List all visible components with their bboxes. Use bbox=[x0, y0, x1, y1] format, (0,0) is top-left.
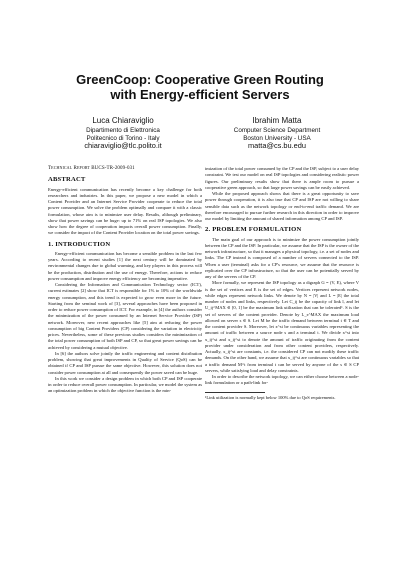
author-affiliation: Computer Science Department bbox=[233, 127, 321, 134]
footnote: ¹Link utilization is normally kept below 100% due to QoS requirements. bbox=[205, 394, 336, 400]
intro-paragraph: Considering the Information and Communication Technology sector (ICT), current estimates [2] show that ICT is responsible for 1% to 10% of the worldwide energy consumption, and this trend is expected to grow even more in the future. Starting from the seminal work of [3], several approaches have been proposed in order to reduce power consumption of ICT. For example, in [4] the authors consider the minimization of the power consumed by an Internet Service Provider (ISP) network. Moreover, new recent approaches like [5] aim at reducing the power consumption of big Content Providers (CP) considering the variation in electricity prices. Nevertheless, some of these previous studies considers the minimization of the total power consumption of both ISP and CP, so that great power savings can be achieved by considering a mutual objective. bbox=[48, 282, 202, 350]
body-paragraph: In order to describe the network topology, we can either choose between a node-link formulation or a path-link for- bbox=[205, 374, 359, 386]
intro-paragraph: In [6] the authors solve jointly the traffic engineering and content distribution problem, showing that great improvements in Quality of Service (QoS) can be obtained if CP and ISP pursue the same objective. However, this solution does not consider power consumption at all and consequently the power saved can be huge. bbox=[48, 350, 202, 375]
left-column bbox=[48, 166, 202, 395]
intro-paragraph: Energy-efficient communication has become a sensible problem in the last few years. According to recent studies [1] the next century will be dominated by environmental changes due to global warming, and key players in this process will be the production, distribution and the use of energy. Therefore, actions to reduce power consumption and improve energy efficiency are becoming imperative. bbox=[48, 250, 202, 281]
abstract-text: Energy-efficient communication has recently become a key challenge for both researchers and industries. In this paper, we propose a new model in which a Content Provider and an Internet Service Provider cooperate to reduce the total power consumption. We solve the problem optimally and compare it with a classic formulation, whose aim is to minimize user delay. Results, although preliminary, show that power savings can be huge: up to 71% on real ISP topologies. We also show how the degree of cooperation impacts overall power consumption. Finally, we consider the impact of the Content Provider location on the total power savings. bbox=[48, 186, 202, 236]
author-affiliation: Boston University - USA bbox=[243, 134, 311, 142]
abstract-heading: ABSTRACT bbox=[48, 176, 86, 184]
body-paragraph: More formally, we represent the ISP topology as a digraph G = (V, E), where V is the set of vertices and E is the set of edges. Vertices represent network nodes, while edges represent network links. We denote by N = |V| and L = |E| the total number of nodes and links, respectively. Let C_ij be the capacity of link l, and let U_ij^MAX ∈ [0, 1] be the maximum link utilization that can be tolerated¹. S is the set of servers of the content provider. Denote by L_s^MAX the maximum load allowed on server s ∈ S. Let M be the traffic demand between terminal t ∈ T and the content provider S. Moreover, let x^st be continuous variables representing the amount of traffic between a source node s and a terminal t. We divide x^st into x_ij^st and x_ij^st to denote the amount of traffic originating from the content provider under consideration and from other content providers, respectively. Actually, x_ij^st are constants, i.e. the considered CP can not modify these traffic demands. On the other hand, we assume that x_ij^st are continuous variables so that a traffic demand M^t from terminal t can be served by anyone of the s ∈ S CP servers, while satisfying load and delay constraints. bbox=[205, 280, 359, 373]
title-line-1: GreenCoop: Cooperative Green Routing bbox=[76, 72, 324, 87]
author-block-2 bbox=[202, 116, 352, 150]
intro-paragraph: In this work we consider a design problem in which both CP and ISP cooperate in order to reduce overall power consumption. In particular, we model the system as an optimization problem in which the objective function is the min- bbox=[48, 375, 202, 394]
author-email: matta@cs.bu.edu bbox=[247, 141, 307, 151]
paper-title bbox=[0, 72, 400, 102]
section-heading-introduction: 1. INTRODUCTION bbox=[48, 240, 111, 248]
author-block-1 bbox=[48, 116, 198, 150]
title-line-2: with Energy-efficient Servers bbox=[110, 87, 290, 102]
section-heading-problem-formulation: 2. PROBLEM FORMULATION bbox=[205, 226, 302, 234]
author-email: chiaraviglio@tlc.polito.it bbox=[84, 141, 162, 151]
author-name: Luca Chiaraviglio bbox=[92, 116, 154, 125]
right-column bbox=[205, 166, 359, 401]
author-affiliation: Politecnico di Torino - Italy bbox=[86, 134, 160, 142]
footnote-rule bbox=[205, 392, 265, 393]
body-paragraph: imization of the total power consumed by the CP and the ISP, subject to a user delay constraint. We test our model on real ISP topologies and considering realistic power figures. Our preliminary results show that there is ample room to pursue a cooperative green approach, so that large power savings can be easily achieved. bbox=[205, 166, 359, 190]
author-affiliation: Dipartimento di Elettronica bbox=[86, 127, 160, 134]
body-paragraph: While the proposed approach shows that there is a great opportunity to save power through cooperation, it is also true that CP and ISP are not willing to share sensible data such as the network topology or end-to-end traffic demand. We are therefore encouraged to pursue further research in this direction in order to improve our model by limiting the amount of shared information among CP and ISP. bbox=[205, 191, 359, 221]
body-paragraph: The main goal of our approach is to minimize the power consumption jointly between the CP and the ISP. In particular, we assume that the ISP is the owner of the network infrastructure, so that it manages a physical topology, i.e. a set of nodes and links. The CP instead is composed of a number of servers connected to the ISP. When a user (terminal) asks for a CP's resource, we assume that the resource is replicated over the CP infrastructure, so that the user can be potentially served by any of the servers of the CP. bbox=[205, 236, 359, 279]
report-number: Technical Report BUCS-TR-2009-031 bbox=[48, 166, 135, 171]
author-name: Ibrahim Matta bbox=[252, 116, 302, 125]
